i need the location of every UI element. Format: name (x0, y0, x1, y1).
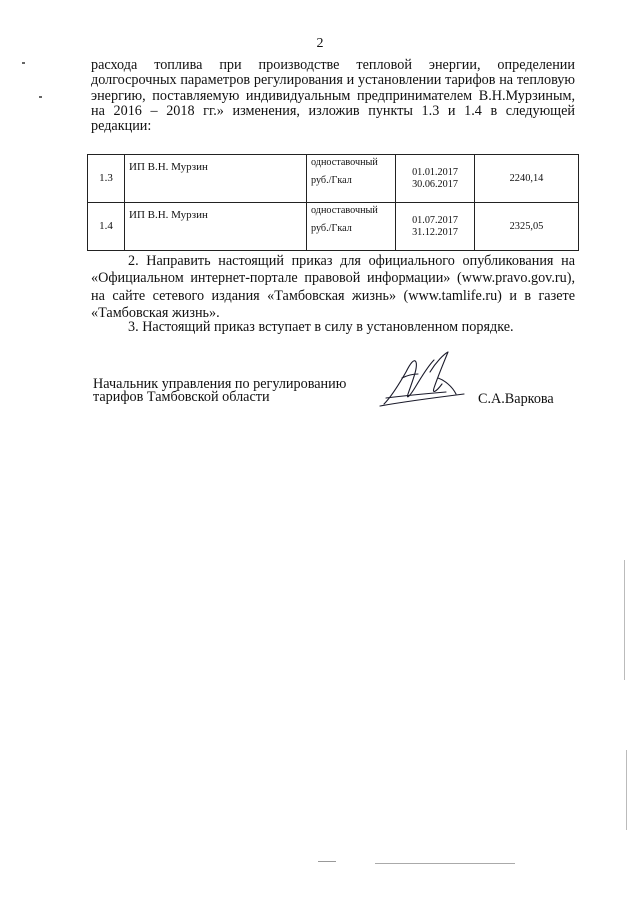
period-end: 30.06.2017 (412, 178, 458, 190)
signatory-name: С.А.Варкова (478, 391, 554, 407)
tariff-value: 2325,05 (475, 203, 579, 251)
scan-mark (39, 96, 42, 98)
scan-edge (624, 560, 625, 680)
paragraph-publication: 2. Направить настоящий приказ для официального опубликования на «Официальном интернет-портале правовой информации» (www.pravo.gov.ru), на сайте сетевого издания «Тамбовская жизнь» (www.tamlife.ru) и в газете «Тамбовская жизнь». (91, 253, 575, 321)
period-end: 31.12.2017 (412, 226, 458, 238)
paragraph-effective: 3. Настоящий приказ вступает в силу в установленном порядке. (128, 319, 514, 335)
period-start: 01.01.2017 (412, 166, 458, 178)
signatory-title-line1: Начальник управления по регулированию (93, 376, 347, 392)
row-number: 1.3 (88, 155, 125, 203)
scan-line (318, 861, 336, 862)
period-cell (396, 155, 475, 203)
tariff-table (87, 154, 579, 251)
signatory-title-line2: тарифов Тамбовской области (93, 388, 270, 405)
rate-unit-cell (307, 203, 396, 251)
rate-unit-cell (307, 155, 396, 203)
table-row (88, 203, 579, 251)
rate-type: одноставочный (311, 205, 378, 216)
page-number: 2 (316, 36, 324, 51)
scan-edge (626, 750, 627, 830)
table-row (88, 155, 579, 203)
scan-mark (22, 62, 25, 64)
tariff-value: 2240,14 (475, 155, 579, 203)
scan-line (375, 863, 515, 864)
rate-unit: руб./Гкал (311, 174, 352, 186)
rate-type: одноставочный (311, 157, 378, 168)
intro-text: расхода топлива при производстве тепловой энергии, определении долгосрочных параметров регулирования и установлении тарифов на тепловую энергию, поставляемую индивидуальным предпринимателем В.Н.Мурзиным, на 2016 – 2018 гг.» изменения, изложив пункты 1.3 и 1.4 в следующей редакции: (91, 57, 575, 135)
period-cell (396, 203, 475, 251)
provider-name: ИП В.Н. Мурзин (125, 155, 307, 203)
rate-unit: руб./Гкал (311, 222, 352, 234)
handwritten-signature (372, 348, 472, 410)
signatory-title (93, 378, 373, 403)
period-start: 01.07.2017 (412, 214, 458, 226)
row-number: 1.4 (88, 203, 125, 251)
provider-name: ИП В.Н. Мурзин (125, 203, 307, 251)
